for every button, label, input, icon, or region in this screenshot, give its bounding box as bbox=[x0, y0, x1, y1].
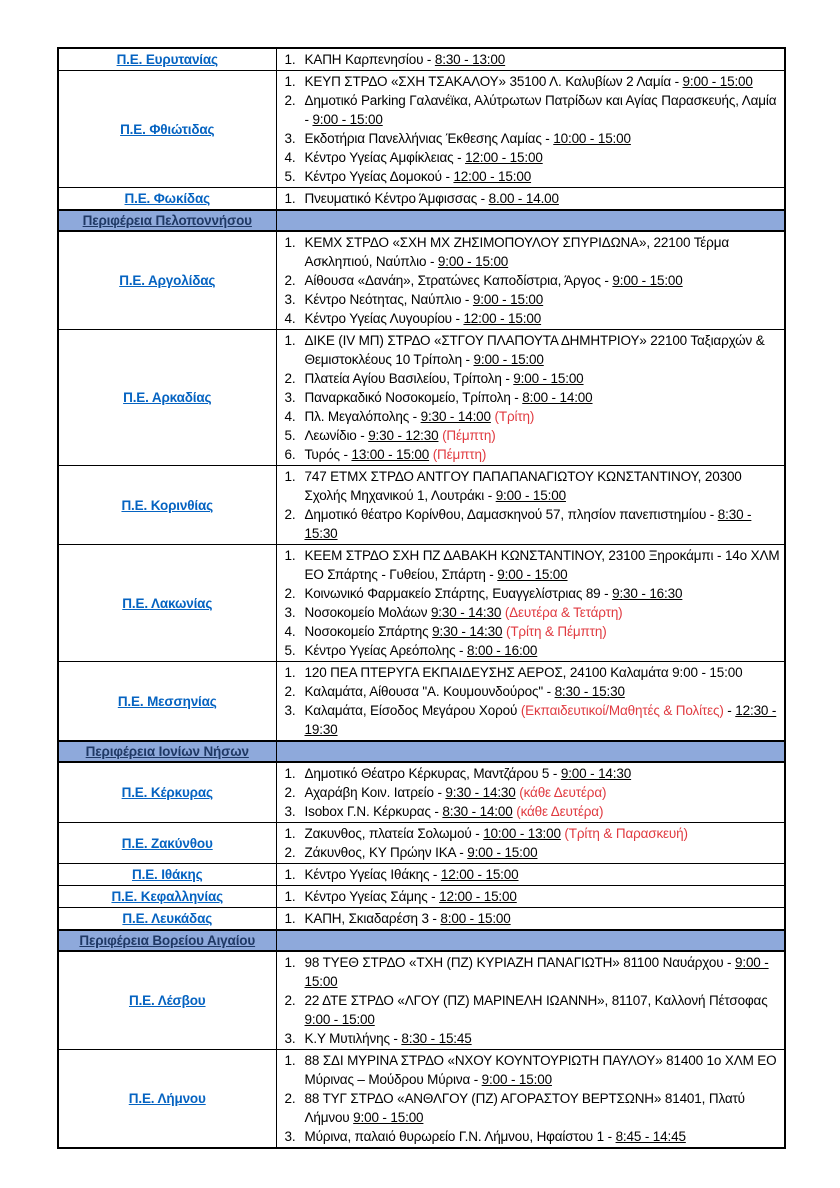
locations-list-cell bbox=[276, 886, 785, 908]
time-range: 9:30 - 14:30 bbox=[430, 605, 502, 620]
list-item bbox=[277, 148, 781, 167]
item-text bbox=[305, 887, 781, 906]
locations-list-cell bbox=[276, 231, 785, 330]
list-item bbox=[277, 663, 781, 682]
time-range: 8.00 - 14.00 bbox=[488, 191, 559, 206]
regional-unit-name: Π.Ε. Ζακύνθου bbox=[121, 835, 213, 851]
time-range: 8:00 - 16:00 bbox=[467, 643, 538, 658]
time-range: 8:30 - 15:45 bbox=[401, 1031, 472, 1046]
time-range: 12:00 - 15:00 bbox=[465, 150, 543, 165]
item-number: 4. bbox=[284, 150, 296, 165]
time-range: 10:00 - 15:00 bbox=[553, 131, 631, 146]
item-number: 3. bbox=[284, 804, 296, 819]
item-text bbox=[305, 865, 781, 884]
item-number: 2. bbox=[284, 93, 296, 108]
location-text: Πλ. Μεγαλόπολης - bbox=[304, 409, 421, 424]
regional-unit-name: Π.Ε. Φωκίδας bbox=[124, 191, 210, 206]
item-number: 4. bbox=[284, 311, 296, 326]
list-item bbox=[277, 824, 781, 843]
item-text bbox=[305, 584, 781, 603]
day-note: (κάθε Δευτέρα) bbox=[519, 785, 607, 800]
item-text bbox=[305, 129, 781, 148]
regional-unit-cell bbox=[58, 188, 276, 211]
location-text: Κέντρο Νεότητας, Ναύπλιο - bbox=[304, 292, 473, 307]
location-text: Μύρινα, παλαιό θυρωρείο Γ.Ν. Λήμνου, Ηφαίστου 1 - bbox=[304, 1129, 616, 1144]
list-item bbox=[277, 783, 781, 802]
location-text: ΚΕΥΠ ΣΤΡΔΟ «ΣΧΗ ΤΣΑΚΑΛΟΥ» 35100 Λ. Καλυβίων 2 Λαμία - bbox=[304, 74, 683, 89]
table-row bbox=[58, 231, 785, 330]
item-text bbox=[305, 445, 781, 464]
regional-unit-cell bbox=[58, 823, 276, 864]
region-header-row bbox=[58, 741, 785, 762]
locations-list-cell bbox=[276, 823, 785, 864]
location-text: Κ.Υ Μυτιλήνης - bbox=[304, 1031, 402, 1046]
list-item bbox=[277, 309, 781, 328]
regional-unit-name: Π.Ε. Κεφαλληνίας bbox=[111, 889, 224, 904]
regional-unit-name: Π.Ε. Αρκαδίας bbox=[123, 390, 212, 405]
regional-unit-name: Π.Ε. Ευρυτανίας bbox=[116, 52, 218, 67]
item-number: 3. bbox=[284, 703, 296, 718]
list-item bbox=[277, 1127, 781, 1146]
item-number: 3. bbox=[284, 292, 296, 307]
locations-table bbox=[57, 47, 786, 1149]
table-row bbox=[58, 951, 785, 1050]
item-text bbox=[305, 824, 781, 843]
item-number: 4. bbox=[284, 409, 296, 424]
region-header-row bbox=[58, 930, 785, 951]
regional-unit-cell bbox=[58, 908, 276, 931]
time-range: 9:00 - 15:00 bbox=[682, 74, 753, 89]
location-text: Ζακυνθος, πλατεία Σολωμού - bbox=[304, 826, 484, 841]
list-item bbox=[277, 909, 781, 928]
location-text: Αχαράβη Κοιν. Ιατρείο - bbox=[304, 785, 446, 800]
time-range: 8:30 - 13:00 bbox=[434, 52, 506, 67]
item-number: 2. bbox=[284, 684, 296, 699]
time-range: 9:30 - 14:30 bbox=[445, 785, 516, 800]
item-text bbox=[305, 369, 781, 388]
day-note: (Πέμπτη) bbox=[432, 447, 487, 462]
time-range: 9:00 - 15:00 bbox=[353, 1110, 424, 1125]
time-range: 9:00 - 15:00 bbox=[437, 254, 509, 269]
location-text: - bbox=[723, 703, 736, 718]
regional-unit-cell bbox=[58, 545, 276, 662]
item-text bbox=[305, 641, 781, 660]
list-item bbox=[277, 764, 781, 783]
item-number: 2. bbox=[284, 273, 296, 288]
list-item bbox=[277, 953, 781, 991]
time-range: 9:30 - 16:30 bbox=[612, 586, 683, 601]
item-number: 2. bbox=[284, 845, 296, 860]
item-text bbox=[305, 309, 781, 328]
item-number: 2. bbox=[284, 371, 296, 386]
list-item bbox=[277, 991, 781, 1029]
time-range: 9:00 - 15:00 bbox=[304, 955, 769, 989]
list-item bbox=[277, 331, 781, 369]
list-item bbox=[277, 388, 781, 407]
table-row bbox=[58, 466, 785, 545]
time-range: 8:30 - 15:30 bbox=[554, 684, 625, 699]
item-text bbox=[305, 953, 781, 991]
item-number: 1. bbox=[284, 1053, 296, 1068]
locations-list-cell bbox=[276, 762, 785, 823]
table-row bbox=[58, 864, 785, 886]
list-item bbox=[277, 129, 781, 148]
list-item bbox=[277, 369, 781, 388]
item-number: 2. bbox=[284, 507, 296, 522]
location-text: 120 ΠΕΑ ΠΤΕΡΥΓΑ ΕΚΠΑΙΔΕΥΣΗΣ ΑΕΡΟΣ, 24100 Καλαμάτα 9:00 - 15:00 bbox=[304, 665, 743, 680]
item-text bbox=[305, 290, 781, 309]
location-text: 22 ΔΤΕ ΣΤΡΔΟ «ΛΓΟΥ (ΠΖ) ΜΑΡΙΝΕΛΗ ΙΩΑΝΝΗ», 81107, Καλλονή Πέτσοφας bbox=[304, 993, 768, 1008]
time-range: 9:00 - 15:00 bbox=[513, 371, 584, 386]
item-text bbox=[305, 331, 781, 369]
list-item bbox=[277, 887, 781, 906]
location-text: Κέντρο Υγείας Δομοκού - bbox=[304, 169, 454, 184]
regional-unit-cell bbox=[58, 71, 276, 188]
location-text: 88 ΤΥΓ ΣΤΡΔΟ «ΑΝΘΛΓΟΥ (ΠΖ) ΑΓΟΡΑΣΤΟΥ ΒΕΡΤΣΩΝΗ» 81401, Πλατύ Λήμνου bbox=[304, 1091, 745, 1125]
day-note: (Εκπαιδευτικοί/Μαθητές & Πολίτες) bbox=[520, 703, 724, 718]
item-text bbox=[305, 167, 781, 186]
regional-unit-name: Π.Ε. Λευκάδας bbox=[122, 911, 213, 926]
item-number: 5. bbox=[284, 169, 296, 184]
item-text bbox=[305, 271, 781, 290]
regional-unit-cell bbox=[58, 48, 276, 71]
time-range: 9:00 - 15:00 bbox=[495, 488, 566, 503]
item-number: 4. bbox=[284, 624, 296, 639]
location-text: 98 ΤΥΕΘ ΣΤΡΔΟ «ΤΧΗ (ΠΖ) ΚΥΡΙΑΖΗ ΠΑΝΑΓΙΩΤΗ» 81100 Ναυάρχου - bbox=[304, 955, 735, 970]
location-text: ΚΕΕΜ ΣΤΡΔΟ ΣΧΗ ΠΖ ΔΑΒΑΚΗ ΚΩΝΣΤΑΝΤΙΝΟΥ, 23100 Ξηροκάμπι - 14ο ΧΛΜ ΕΟ Σπάρτης - Γυθείου, Σπάρτη - bbox=[304, 548, 780, 582]
location-text: ΚΑΠΗ, Σκιαδαρέση 3 - bbox=[304, 911, 441, 926]
regional-unit-cell bbox=[58, 1050, 276, 1149]
regional-unit-cell bbox=[58, 231, 276, 330]
regional-unit-name: Π.Ε. Κέρκυρας bbox=[121, 785, 213, 800]
day-note: (Πέμπτη) bbox=[442, 428, 496, 443]
item-text bbox=[305, 1089, 781, 1127]
item-number: 1. bbox=[284, 548, 296, 563]
location-text: Κοινωνικό Φαρμακείο Σπάρτης, Ευαγγελίστριας 89 - bbox=[304, 586, 613, 601]
item-number: 1. bbox=[284, 235, 296, 250]
location-text: ΚΑΠΗ Καρπενησίου - bbox=[304, 52, 435, 67]
item-number: 1. bbox=[284, 867, 296, 882]
item-number: 1. bbox=[284, 826, 296, 841]
item-text bbox=[305, 843, 781, 862]
location-text: Κέντρο Υγείας Αρεόπολης - bbox=[304, 643, 467, 658]
item-number: 3. bbox=[284, 390, 296, 405]
item-text bbox=[305, 1127, 781, 1146]
regional-unit-cell bbox=[58, 466, 276, 545]
location-text: 747 ΕΤΜΧ ΣΤΡΔΟ ΑΝΤΓΟΥ ΠΑΠΑΠΑΝΑΓΙΩΤΟΥ ΚΩΝΣΤΑΝΤΙΝΟΥ, 20300 Σχολής Μηχανικού 1, Λουτράκι - bbox=[304, 469, 742, 503]
item-text bbox=[305, 802, 781, 821]
locations-list-cell bbox=[276, 545, 785, 662]
time-range: 9:30 - 12:30 bbox=[368, 428, 439, 443]
item-number: 3. bbox=[284, 1129, 296, 1144]
location-text: Τυρός - bbox=[304, 447, 352, 462]
locations-list-cell bbox=[276, 864, 785, 886]
region-header-empty-cell bbox=[276, 741, 785, 762]
location-text: Κέντρο Υγείας Αμφίκλειας - bbox=[304, 150, 466, 165]
item-number: 2. bbox=[284, 1091, 296, 1106]
location-text: Κέντρο Υγείας Λυγουρίου - bbox=[304, 311, 464, 326]
regional-unit-cell bbox=[58, 864, 276, 886]
list-item bbox=[277, 189, 781, 208]
location-text: Δημοτικό Θέατρο Κέρκυρας, Μαντζάρου 5 - bbox=[304, 766, 561, 781]
list-item bbox=[277, 50, 781, 69]
list-item bbox=[277, 546, 781, 584]
table-row bbox=[58, 886, 785, 908]
list-item bbox=[277, 426, 781, 445]
table-row bbox=[58, 188, 785, 211]
table-row bbox=[58, 71, 785, 188]
item-number: 1. bbox=[284, 665, 296, 680]
item-number: 1. bbox=[284, 191, 296, 206]
time-range: 8:30 - 14:00 bbox=[442, 804, 513, 819]
time-range: 9:00 - 15:00 bbox=[304, 1012, 375, 1027]
item-text bbox=[305, 991, 781, 1029]
locations-list-cell bbox=[276, 188, 785, 211]
list-item bbox=[277, 290, 781, 309]
locations-list-cell bbox=[276, 330, 785, 466]
regional-unit-name: Π.Ε. Λακωνίας bbox=[122, 595, 213, 611]
item-text bbox=[305, 909, 781, 928]
item-text bbox=[305, 622, 781, 641]
item-number: 5. bbox=[284, 643, 296, 658]
list-item bbox=[277, 505, 781, 543]
list-item bbox=[277, 701, 781, 739]
time-range: 9:00 - 15:00 bbox=[497, 567, 568, 582]
list-item bbox=[277, 91, 781, 129]
regional-unit-name: Π.Ε. Λέσβου bbox=[128, 993, 206, 1008]
table-row bbox=[58, 1050, 785, 1149]
day-note: (Δευτέρα & Τετάρτη) bbox=[504, 605, 623, 620]
locations-table-body bbox=[58, 48, 785, 1148]
table-row bbox=[58, 762, 785, 823]
regional-unit-cell bbox=[58, 762, 276, 823]
location-text: Λεωνίδιο - bbox=[304, 428, 369, 443]
time-range: 8:30 - 15:30 bbox=[304, 507, 752, 541]
list-item bbox=[277, 467, 781, 505]
time-range: 12:30 - 19:30 bbox=[304, 703, 777, 737]
item-number: 2. bbox=[284, 586, 296, 601]
item-text bbox=[305, 426, 781, 445]
list-item bbox=[277, 167, 781, 186]
item-number: 5. bbox=[284, 428, 296, 443]
regional-unit-cell bbox=[58, 951, 276, 1050]
location-text: ΔΙΚΕ (IV ΜΠ) ΣΤΡΔΟ «ΣΤΓΟΥ ΠΛΑΠΟΥΤΑ ΔΗΜΗΤΡΙΟΥ» 22100 Ταξιαρχών & Θεμιστοκλέους 10 Τρίπολη - bbox=[304, 333, 765, 367]
locations-list-cell bbox=[276, 466, 785, 545]
locations-list-cell bbox=[276, 48, 785, 71]
time-range: 9:00 - 15:00 bbox=[612, 273, 683, 288]
list-item bbox=[277, 1089, 781, 1127]
item-text bbox=[305, 663, 781, 682]
day-note: (κάθε Δευτέρα) bbox=[516, 804, 604, 819]
regional-unit-name: Π.Ε. Αργολίδας bbox=[119, 273, 216, 288]
list-item bbox=[277, 641, 781, 660]
region-header-cell bbox=[58, 930, 276, 951]
time-range: 8:00 - 15:00 bbox=[440, 911, 511, 926]
time-range: 13:00 - 15:00 bbox=[351, 447, 430, 462]
item-number: 1. bbox=[284, 52, 296, 67]
location-text: Νοσοκομείο Μολάων bbox=[304, 605, 431, 620]
table-row bbox=[58, 823, 785, 864]
item-text bbox=[305, 682, 781, 701]
list-item bbox=[277, 1051, 781, 1089]
day-note: (Τρίτη & Παρασκευή) bbox=[564, 826, 688, 841]
regional-unit-cell bbox=[58, 330, 276, 466]
item-number: 2. bbox=[284, 785, 296, 800]
item-text bbox=[305, 1051, 781, 1089]
item-number: 1. bbox=[284, 333, 296, 348]
location-text: Αίθουσα «Δανάη», Στρατώνες Καποδίστρια, Άργος - bbox=[304, 273, 613, 288]
item-number: 3. bbox=[284, 1031, 296, 1046]
item-text bbox=[305, 388, 781, 407]
time-range: 9:00 - 15:00 bbox=[481, 1072, 552, 1087]
item-text bbox=[305, 407, 781, 426]
region-header-row bbox=[58, 210, 785, 231]
item-number: 3. bbox=[284, 605, 296, 620]
day-note: (Τρίτη) bbox=[494, 409, 535, 424]
region-header-label: Περιφέρεια Βορείου Αιγαίου bbox=[79, 933, 256, 948]
table-row bbox=[58, 545, 785, 662]
time-range: 9:30 - 14:00 bbox=[420, 409, 491, 424]
day-note: (Τρίτη & Πέμπτη) bbox=[505, 624, 607, 639]
time-range: 9:00 - 15:00 bbox=[312, 112, 383, 127]
locations-list-cell bbox=[276, 662, 785, 742]
time-range: 10:00 - 13:00 bbox=[483, 826, 561, 841]
item-text bbox=[305, 72, 781, 91]
location-text: Ζάκυνθος, ΚΥ Πρώην ΙΚΑ - bbox=[304, 845, 468, 860]
regional-unit-name: Π.Ε. Λήμνου bbox=[128, 1091, 206, 1106]
table-row bbox=[58, 662, 785, 742]
time-range: 9:00 - 15:00 bbox=[472, 292, 544, 307]
list-item bbox=[277, 865, 781, 884]
region-header-cell bbox=[58, 741, 276, 762]
item-text bbox=[305, 91, 781, 129]
list-item bbox=[277, 445, 781, 464]
list-item bbox=[277, 233, 781, 271]
regional-unit-cell bbox=[58, 662, 276, 742]
list-item bbox=[277, 682, 781, 701]
list-item bbox=[277, 271, 781, 290]
time-range: 9:00 - 15:00 bbox=[467, 845, 538, 860]
location-text: Κέντρο Υγείας Ιθάκης - bbox=[304, 867, 441, 882]
time-range: 12:00 - 15:00 bbox=[440, 867, 519, 882]
region-header-label: Περιφέρεια Πελοποννήσου bbox=[82, 213, 252, 228]
item-number: 1. bbox=[284, 889, 296, 904]
item-number: 1. bbox=[284, 955, 296, 970]
item-number: 1. bbox=[284, 74, 296, 89]
list-item bbox=[277, 802, 781, 821]
regional-unit-name: Π.Ε. Ιθάκης bbox=[132, 867, 203, 882]
item-text bbox=[305, 764, 781, 783]
time-range: 9:00 - 15:00 bbox=[473, 352, 544, 367]
table-row bbox=[58, 330, 785, 466]
list-item bbox=[277, 843, 781, 862]
time-range: 9:30 - 14:30 bbox=[432, 624, 503, 639]
regional-unit-name: Π.Ε. Φθιώτιδας bbox=[120, 121, 215, 137]
locations-list-cell bbox=[276, 1050, 785, 1149]
item-text bbox=[305, 1029, 781, 1048]
time-range: 12:00 - 15:00 bbox=[463, 311, 542, 326]
list-item bbox=[277, 407, 781, 426]
time-range: 12:00 - 15:00 bbox=[439, 889, 517, 904]
locations-list-cell bbox=[276, 908, 785, 931]
item-text bbox=[305, 50, 781, 69]
region-header-empty-cell bbox=[276, 210, 785, 231]
regional-unit-cell bbox=[58, 886, 276, 908]
region-header-label: Περιφέρεια Ιονίων Νήσων bbox=[85, 744, 249, 759]
item-text bbox=[305, 148, 781, 167]
item-text bbox=[305, 701, 781, 739]
location-text: Πλατεία Αγίου Βασιλείου, Τρίπολη - bbox=[304, 371, 514, 386]
time-range: 8:00 - 14:00 bbox=[522, 390, 593, 405]
location-text: Καλαμάτα, Είσοδος Μεγάρου Χορού bbox=[304, 703, 521, 718]
table-row bbox=[58, 908, 785, 931]
item-text bbox=[305, 546, 781, 584]
locations-list-cell bbox=[276, 71, 785, 188]
item-number: 2. bbox=[284, 993, 296, 1008]
item-number: 6. bbox=[284, 447, 296, 462]
location-text: Νοσοκομείο Σπάρτης bbox=[304, 624, 433, 639]
time-range: 9:00 - 14:30 bbox=[560, 766, 632, 781]
location-text: Δημοτικό θέατρο Κορίνθου, Δαμασκηνού 57, πλησίον πανεπιστημίου - bbox=[304, 507, 718, 522]
item-number: 1. bbox=[284, 911, 296, 926]
location-text: Καλαμάτα, Αίθουσα "Α. Κουμουνδούρος" - bbox=[304, 684, 555, 699]
item-text bbox=[305, 467, 781, 505]
location-text: Παναρκαδικό Νοσοκομείο, Τρίπολη - bbox=[304, 390, 523, 405]
list-item bbox=[277, 1029, 781, 1048]
location-text: Πνευματικό Κέντρο Άμφισσας - bbox=[304, 191, 489, 206]
list-item bbox=[277, 584, 781, 603]
regional-unit-name: Π.Ε. Μεσσηνίας bbox=[117, 693, 217, 709]
region-header-empty-cell bbox=[276, 930, 785, 951]
location-text: Isobox Γ.Ν. Κέρκυρας - bbox=[304, 804, 443, 819]
location-text: 88 ΣΔΙ ΜΥΡΙΝΑ ΣΤΡΔΟ «ΝΧΟΥ ΚΟΥΝΤΟΥΡΙΩΤΗ ΠΑΥΛΟΥ» 81400 1ο ΧΛΜ ΕΟ Μύρινας – Μούδρου Μύρινα - bbox=[304, 1053, 777, 1087]
table-row bbox=[58, 48, 785, 71]
item-text bbox=[305, 783, 781, 802]
item-number: 1. bbox=[284, 469, 296, 484]
item-number: 1. bbox=[284, 766, 296, 781]
location-text: Δημοτικό Parking Γαλανέϊκα, Αλύτρωτων Πατρίδων και Αγίας Παρασκευής, Λαμία - bbox=[304, 93, 777, 127]
location-text: ΚΕΜΧ ΣΤΡΔΟ «ΣΧΗ ΜΧ ΖΗΣΙΜΟΠΟΥΛΟΥ ΣΠΥΡΙΔΩΝΑ», 22100 Τέρμα Ασκληπιού, Ναύπλιο - bbox=[304, 235, 729, 269]
item-text bbox=[305, 189, 781, 208]
locations-list-cell bbox=[276, 951, 785, 1050]
location-text: Κέντρο Υγείας Σάμης - bbox=[304, 889, 440, 904]
list-item bbox=[277, 603, 781, 622]
item-text bbox=[305, 505, 781, 543]
item-text bbox=[305, 603, 781, 622]
list-item bbox=[277, 622, 781, 641]
time-range: 8:45 - 14:45 bbox=[615, 1129, 686, 1144]
item-number: 3. bbox=[284, 131, 296, 146]
region-header-cell bbox=[58, 210, 276, 231]
list-item bbox=[277, 72, 781, 91]
time-range: 12:00 - 15:00 bbox=[453, 169, 532, 184]
location-text: Εκδοτήρια Πανελλήνιας Έκθεσης Λαμίας - bbox=[304, 131, 554, 146]
regional-unit-name: Π.Ε. Κορινθίας bbox=[121, 497, 214, 513]
item-text bbox=[305, 233, 781, 271]
